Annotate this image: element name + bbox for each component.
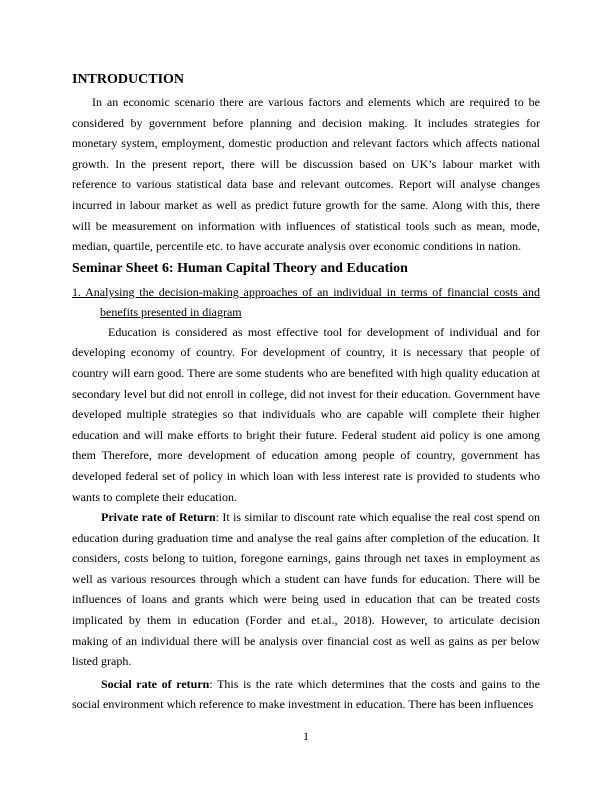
social-return-label: Social rate of return [101, 676, 210, 691]
seminar-heading: Seminar Sheet 6: Human Capital Theory and Education [72, 260, 408, 276]
page-number: 1 [303, 729, 309, 743]
private-return-text: : It is similar to discount rate which equalise the real cost spend on education during graduation time and analyse the real gains after completion of the education. It considers, costs belong to tuition, foregone earnings, gains through net taxes in employment as well as various resources through which a student can have funds for education. There will be influences of loans and grants which were being used in education that can be treated costs implicated by them in education (Forder and et.al., 2018). However, to articulate decision making of an individual there will be analysis over financial cost as well as gains as per below listed graph. [72, 510, 540, 669]
private-return-label: Private rate of Return [101, 510, 216, 525]
private-return-paragraph [72, 507, 540, 672]
introduction-heading: INTRODUCTION [72, 72, 185, 87]
social-return-text: : This is the rate which determines that the costs and gains to the social environment which reference to make investment in education. There has been influences [72, 676, 541, 712]
education-paragraph: Education is considered as most effective tool for development of individual and for developing economy of country. For development of country, it is necessary that people of country will earn good. There are some students who are benefited with high quality education at secondary level but did not enroll in college, did not invest for their education. Government have developed multiple strategies so that individuals who are capable will complete their higher education and will make efforts to bright their future. Federal student aid policy is one among them Therefore, more development of education among people of country, government has developed federal set of policy in which loan with less interest rate is provided to students who wants to complete their education. [72, 324, 540, 504]
introduction-paragraph: In an economic scenario there are various factors and elements which are required to be considered by government before planning and decision making. It includes strategies for monetary system, employment, domestic production and relevant factors which affects national growth. In the present report, there will be discussion based on UK’s labour market with reference to various statistical data base and relevant outcomes. Report will analyse changes incurred in labour market as well as predict future growth for the same. Along with this, there will be measurement on information with influences of statistical tools such as mean, mode, median, quartile, percentile etc. to have accurate analysis over economic conditions in nation. [72, 95, 540, 254]
document-page [72, 72, 540, 715]
social-return-paragraph [72, 674, 540, 715]
section-subheading: 1. Analysing the decision-making approaches of an individual in terms of financial costs and benefits presented in diagram [72, 284, 540, 319]
